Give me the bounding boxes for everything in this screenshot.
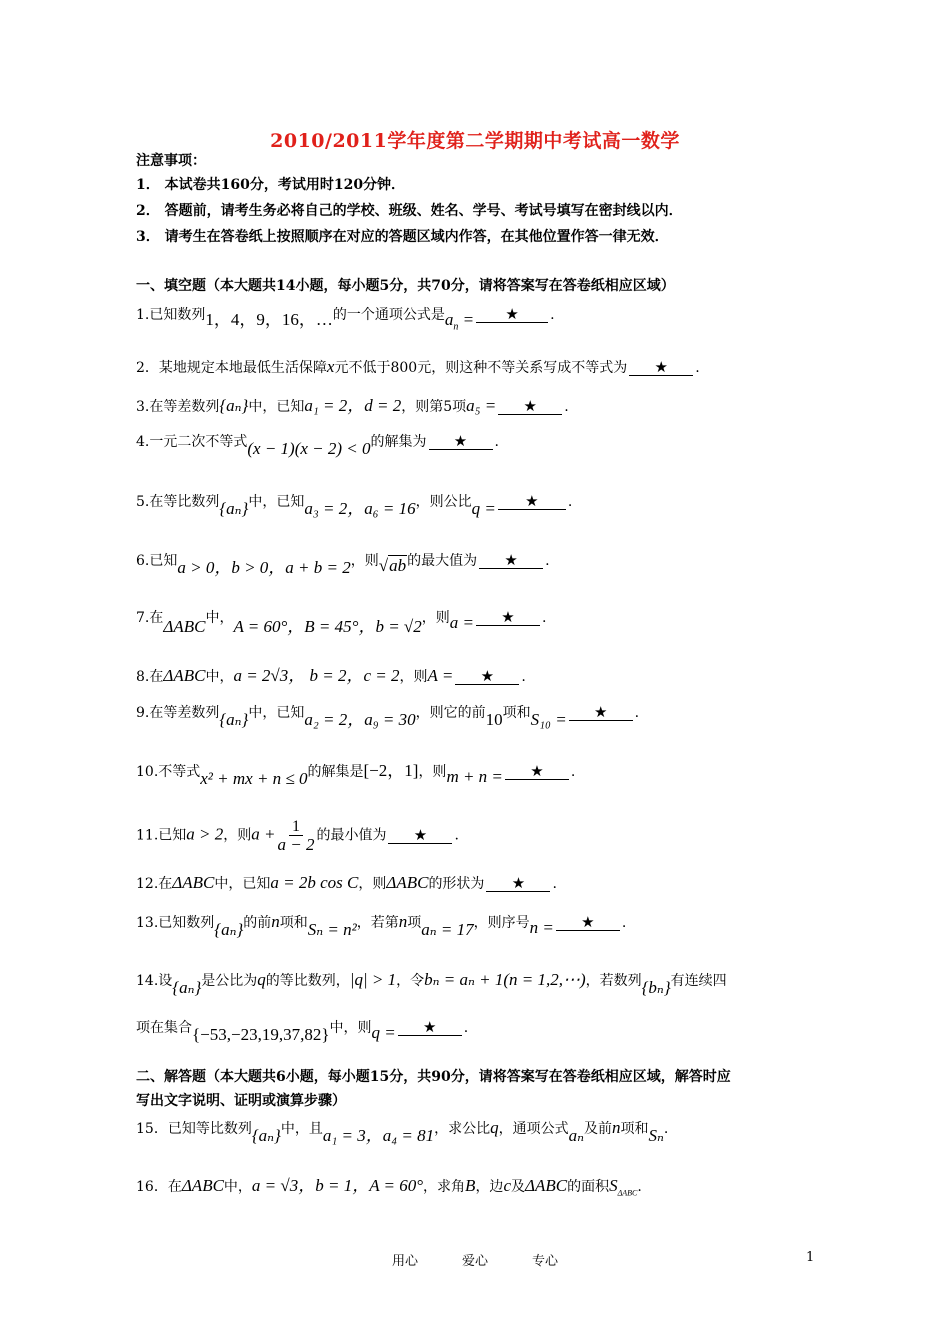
question-6: 6.已知a > 0，b > 0，a + b = 2，则√ab的最大值为 ★ .: [136, 551, 550, 577]
section-2-heading-line-2: 写出文字说明、证明或演算步骤）: [136, 1093, 346, 1109]
question-7: 7.在ΔABC中，A = 60°，B = 45°，b = √2，则a = ★ .: [136, 608, 547, 636]
question-10: 10.不等式x² + mx + n ≤ 0的解集是[−2，1]，则m + n = ★ .: [136, 761, 576, 788]
question-14-line-1: 14.设{aₙ}是公比为q的等比数列，|q| > 1，令bₙ = aₙ + 1(n = 1,2,⋯)，若数列{bₙ}有连续四: [136, 970, 727, 997]
section-1-heading: 一、填空题（本大题共14小题，每小题5分，共70分，请将答案写在答卷纸相应区域）: [136, 278, 675, 294]
question-8: 8.在ΔABC中，a = 2√3， b = 2，c = 2，则A = ★ .: [136, 666, 526, 685]
question-9: 9.在等差数列{aₙ}中，已知a₂ = 2，a₉ = 30，则它的前10项和S₁₀ = ★ .: [136, 703, 640, 729]
notice-item-3: 3． 请考生在答卷纸上按照顺序在对应的答题区域内作答，在其他位置作答一律无效．: [136, 229, 669, 245]
question-2: 2．某地规定本地最低生活保障x元不低于800元，则这种不等关系写成不等式为 ★ .: [136, 357, 700, 376]
problem-15: 15．已知等比数列{aₙ}中，且a₁ = 3，a₄ = 81，求公比q，通项公式aₙ及前n项和Sₙ.: [136, 1118, 669, 1145]
question-12: 12.在ΔABC中，已知a = 2b cos C，则ΔABC的形状为 ★ .: [136, 873, 557, 892]
page-number: 1: [806, 1250, 815, 1265]
page-footer: 用心 爱心 专心: [391, 1254, 559, 1269]
question-1: 1.已知数列1，4，9，16，…的一个通项公式是$a_n$ = ★ .: [136, 305, 555, 333]
question-3: 3.在等差数列{aₙ}中，已知a₁ = 2，d = 2，则第5项a₅ = ★ .: [136, 396, 569, 415]
problem-16: 16．在ΔABC中，a = √3，b = 1，A = 60°，求角B，边c及ΔABC的面积$S_{\Delta ABC}$.: [136, 1176, 642, 1198]
question-11: 11.已知a > 2，则a + $\frac{1}{a - 2}$ 的最小值为 ★ .: [136, 818, 459, 854]
fraction: $\frac{1}{a - 2}$: [277, 818, 315, 854]
question-5: 5.在等比数列{aₙ}中，已知a₃ = 2，a₆ = 16，则公比q = ★ .: [136, 492, 573, 518]
question-4: 4.一元二次不等式(x − 1)(x − 2) < 0的解集为 ★ .: [136, 432, 499, 458]
notice-item-2: 2． 答题前，请考生务必将自己的学校、班级、姓名、学号、考试号填写在密封线以内．: [136, 203, 683, 219]
question-14-line-2: 项在集合{−53,−23,19,37,82}中，则q = ★ .: [136, 1018, 469, 1044]
page-title: 2010/2011学年度第二学期期中考试高一数学: [270, 130, 680, 152]
notice-item-1: 1． 本试卷共160分，考试用时120分钟．: [136, 177, 406, 193]
question-13: 13.已知数列{aₙ}的前n项和Sₙ = n²，若第n项aₙ = 17，则序号n = ★ .: [136, 912, 627, 939]
notice-heading: 注意事项：: [136, 153, 206, 169]
section-2-heading-line-1: 二、解答题（本大题共6小题，每小题15分，共90分，请将答案写在答卷纸相应区域，解答时应: [136, 1069, 731, 1085]
